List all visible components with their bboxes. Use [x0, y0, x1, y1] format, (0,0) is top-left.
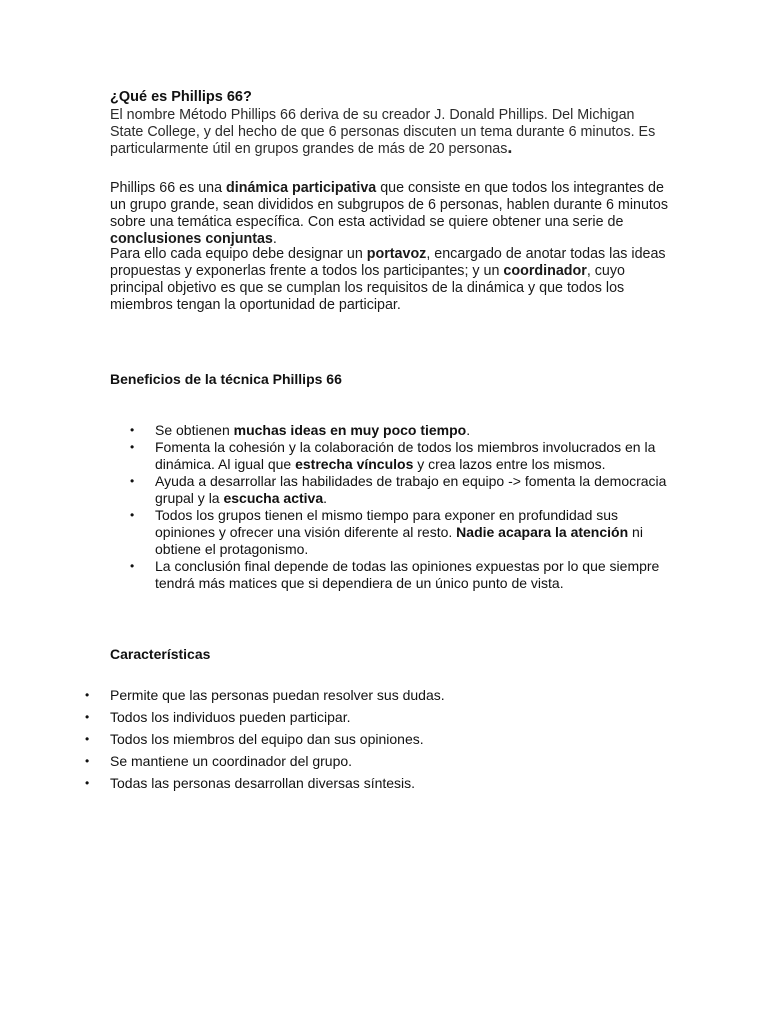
- text-segment: Todos los grupos tienen el mismo tiempo para exponer en profundidad sus opiniones y ofrecer una visión diferente al resto.: [155, 507, 619, 540]
- bold-segment: muchas ideas en muy poco tiempo: [233, 422, 467, 438]
- list-item: • Permite que las personas puedan resolver sus dudas.: [85, 684, 685, 706]
- text-segment: .: [272, 231, 277, 247]
- list-item: • Todos los miembros del equipo dan sus opiniones.: [85, 728, 685, 750]
- bold-conclusiones-conjuntas: conclusiones conjuntas: [110, 231, 273, 247]
- heading-que-es-phillips: ¿Qué es Phillips 66?: [110, 89, 252, 105]
- text-segment: La conclusión final depende de todas las opiniones expuestas por lo que siempre tendrá más matices que si dependiera de un único punto de vista.: [155, 558, 660, 591]
- text-segment: .: [466, 422, 471, 438]
- paragraph-origen-period: .: [507, 137, 513, 157]
- list-item: [110, 507, 670, 558]
- paragraph-roles: [110, 246, 670, 314]
- text-segment: Para ello cada equipo debe designar un: [110, 246, 367, 262]
- list-item: [110, 473, 670, 507]
- bold-dinamica-participativa: dinámica participativa: [226, 180, 377, 196]
- bold-segment: escucha activa: [223, 490, 324, 506]
- list-item: • Todos los individuos pueden participar.: [85, 706, 685, 728]
- bold-portavoz: portavoz: [366, 246, 427, 262]
- list-item: [110, 558, 670, 592]
- list-item: [110, 422, 670, 439]
- paragraph-definicion: [110, 180, 670, 248]
- heading-beneficios: Beneficios de la técnica Phillips 66: [110, 371, 342, 387]
- text-segment: Phillips 66 es una: [110, 180, 227, 196]
- heading-caracteristicas: Características: [110, 646, 211, 662]
- list-item: • Todas las personas desarrollan diversas síntesis.: [85, 772, 685, 794]
- paragraph-origen: [110, 107, 670, 158]
- text-segment: que consiste en que todos los integrantes de un grupo grande, sean divididos en subgrupos de 6 personas, hablen durante 6 minutos sobre una temática específica. Con esta actividad se quiere obtener una serie de: [110, 180, 668, 230]
- text-segment: Se obtienen: [155, 422, 234, 438]
- text-segment: , encargado de anotar todas las ideas propuestas y exponerlas frente a todos los participantes; y un: [110, 246, 666, 279]
- text-segment: Ayuda a desarrollar las habilidades de trabajo en equipo -> fomenta la democracia grupal y la: [155, 473, 667, 506]
- text-segment: y crea lazos entre los mismos.: [413, 456, 606, 472]
- beneficios-list: [110, 422, 670, 592]
- bold-segment: estrecha vínculos: [295, 456, 414, 472]
- list-item: • Se mantiene un coordinador del grupo.: [85, 750, 685, 772]
- caracteristicas-list: [85, 684, 685, 794]
- list-item: [110, 439, 670, 473]
- bold-coordinador: coordinador: [503, 263, 587, 279]
- text-segment: .: [323, 490, 327, 506]
- text-segment: ni obtiene el protagonismo.: [155, 524, 643, 557]
- bold-segment: Nadie acapara la atención: [456, 524, 629, 540]
- text-segment: Fomenta la cohesión y la colaboración de todos los miembros involucrados en la dinámica. Al igual que: [155, 439, 656, 472]
- paragraph-origen-text: El nombre Método Phillips 66 deriva de su creador J. Donald Phillips. Del Michigan State College, y del hecho de que 6 personas discuten un tema durante 6 minutos. Es particularmente útil en grupos grandes de más de 20 personas: [110, 107, 656, 157]
- text-segment: , cuyo principal objetivo es que se cumplan los requisitos de la dinámica y que todos los miembros tengan la oportunidad de participar.: [110, 263, 625, 313]
